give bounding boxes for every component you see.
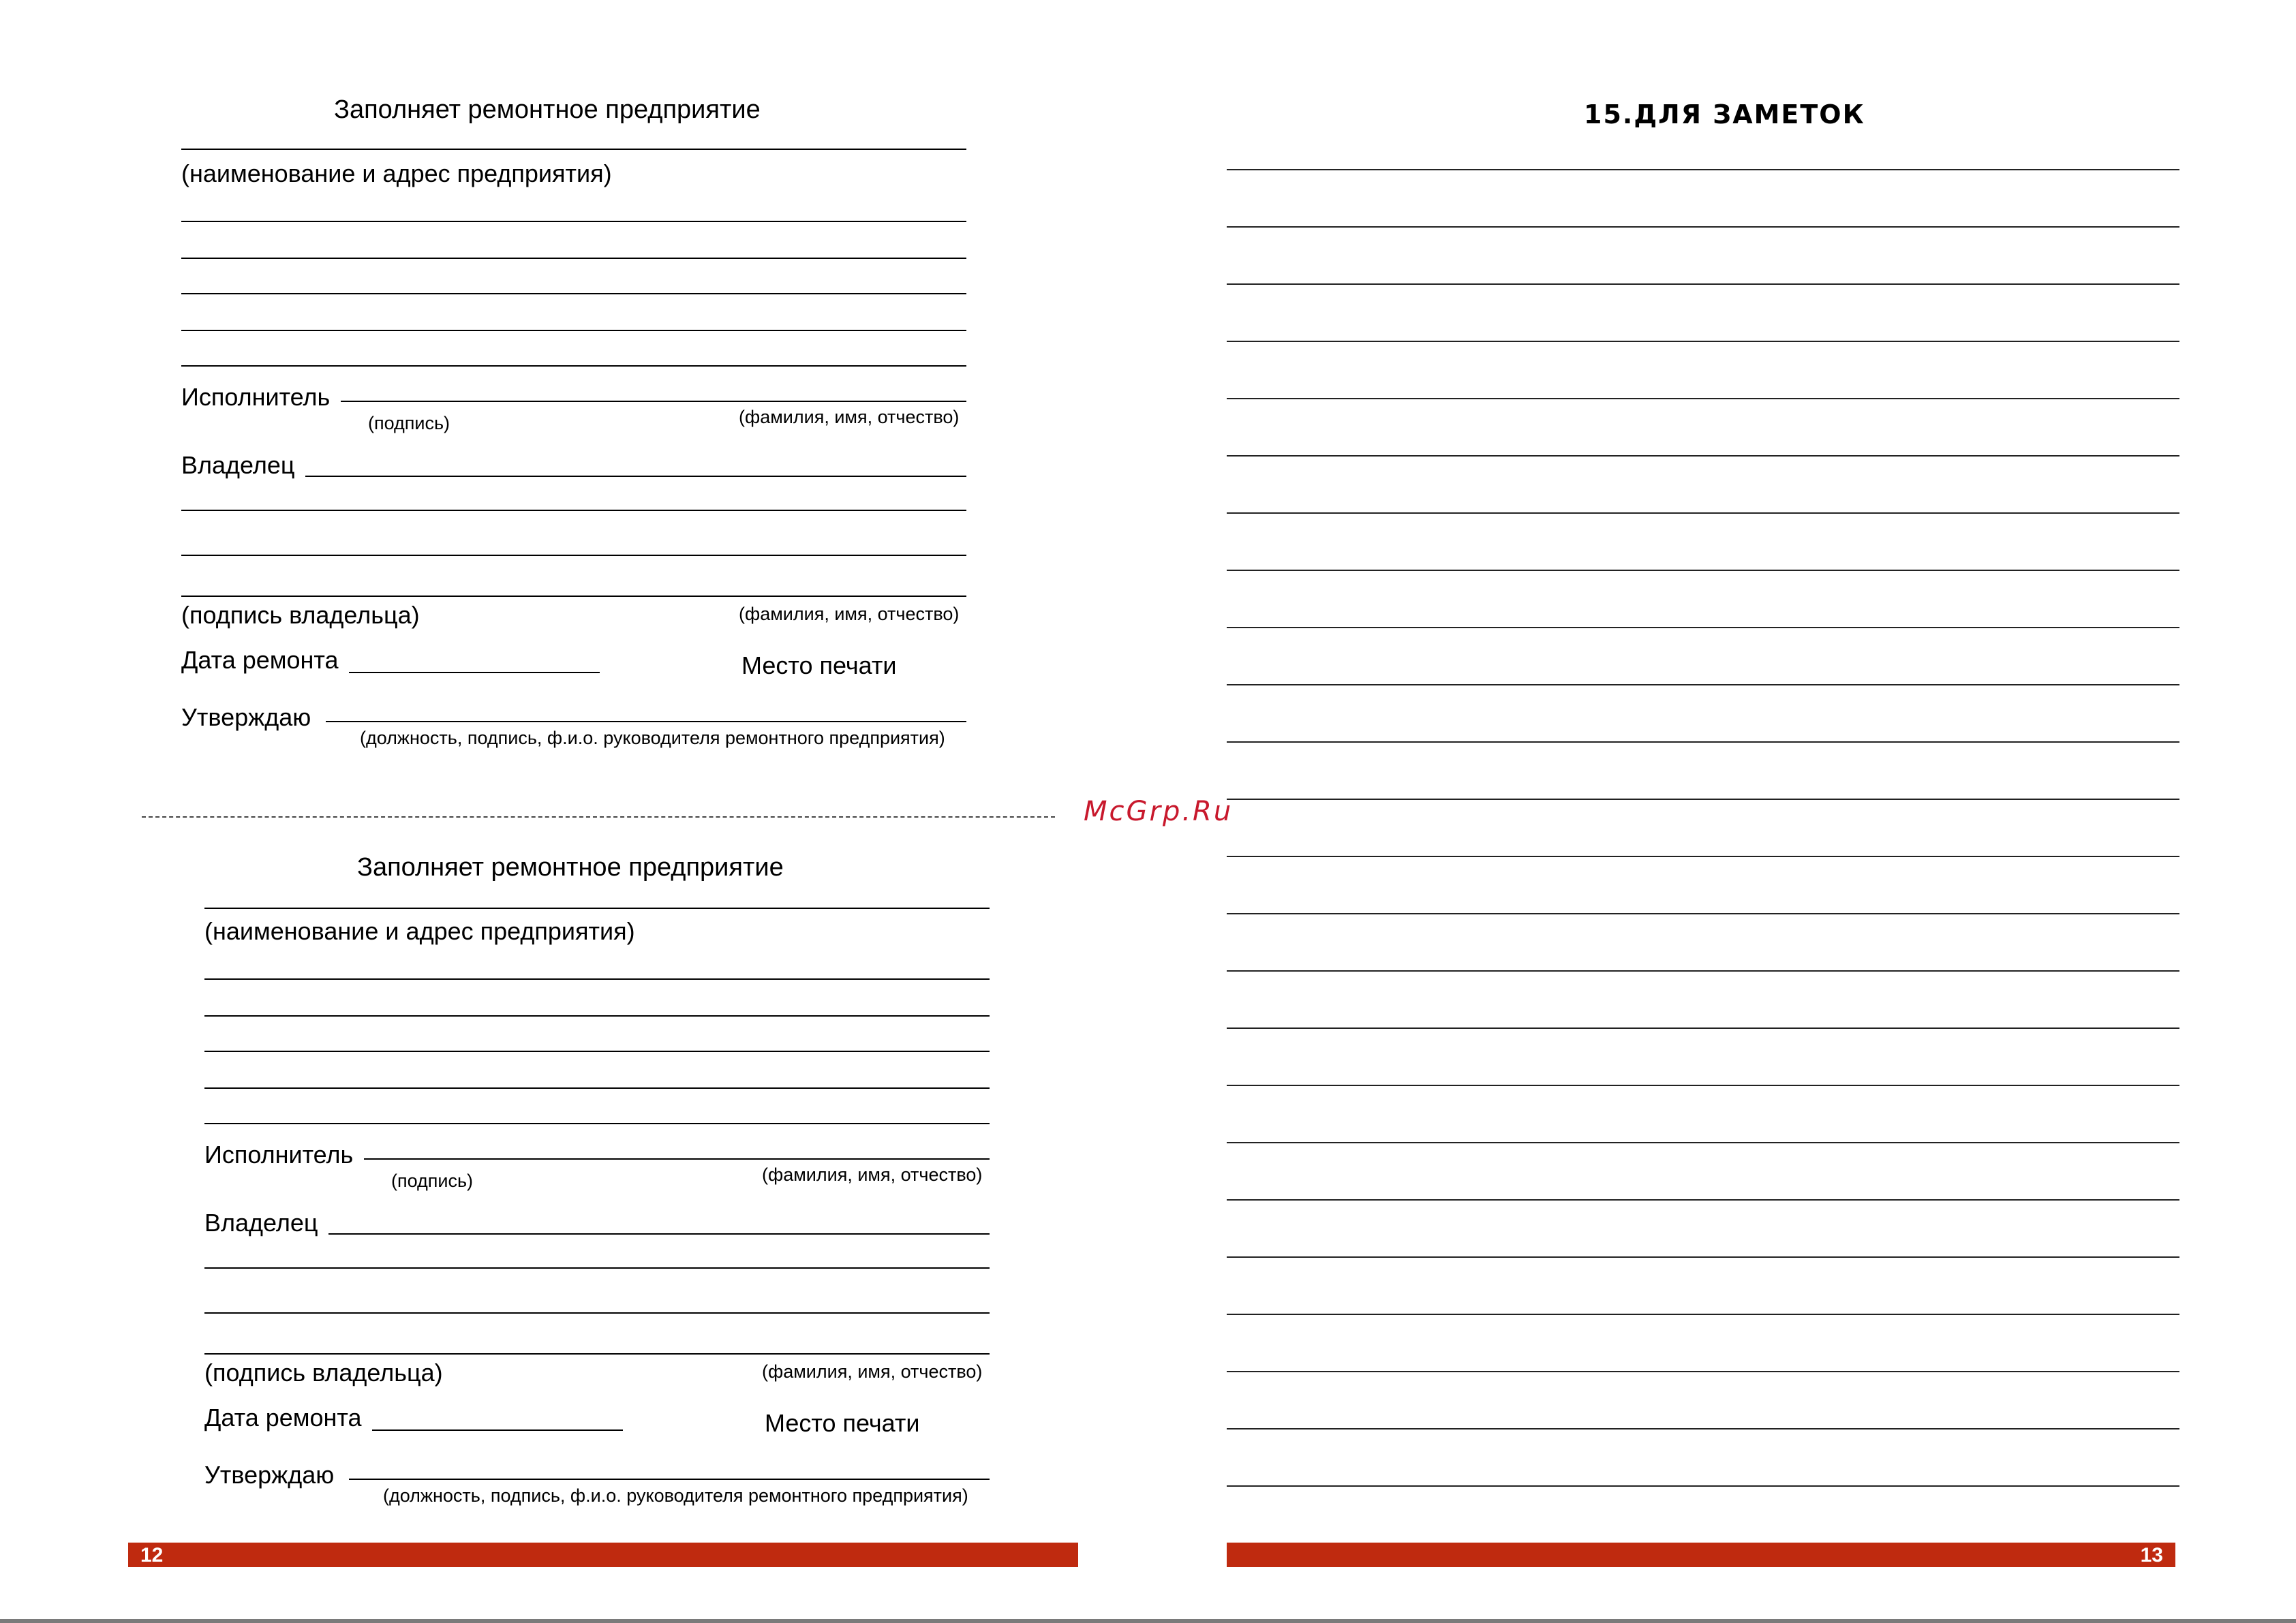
cut-line xyxy=(142,816,1055,818)
form-line xyxy=(181,149,966,150)
form-line xyxy=(181,510,966,511)
signature-hint: (подпись) xyxy=(391,1171,474,1191)
form-line xyxy=(181,221,966,222)
fio-hint: (фамилия, имя, отчество) xyxy=(762,1361,983,1382)
footer-bar-right xyxy=(1227,1543,2175,1567)
note-line xyxy=(1227,1371,2179,1372)
form-line xyxy=(204,978,990,980)
form-line xyxy=(181,596,966,597)
note-line xyxy=(1227,684,2179,685)
fio-hint: (фамилия, имя, отчество) xyxy=(739,407,960,427)
form-line xyxy=(181,555,966,556)
note-line xyxy=(1227,455,2179,457)
name-address-label: (наименование и адрес предприятия) xyxy=(181,159,612,187)
note-line xyxy=(1227,283,2179,285)
form-heading: Заполняет ремонтное предприятие xyxy=(334,95,761,124)
note-line xyxy=(1227,1314,2179,1315)
owner-signature-label: (подпись владельца) xyxy=(204,1359,443,1387)
signature-hint: (подпись) xyxy=(368,413,450,433)
executor-line xyxy=(341,401,966,402)
footer-bar-left xyxy=(128,1543,1078,1567)
approve-hint: (должность, подпись, ф.и.о. руководителя ремонтного предприятия) xyxy=(360,728,945,748)
form-line xyxy=(181,293,966,294)
approve-hint: (должность, подпись, ф.и.о. руководителя ремонтного предприятия) xyxy=(383,1485,968,1506)
form-line xyxy=(204,1087,990,1089)
watermark: McGrp.Ru xyxy=(1084,796,1234,827)
note-line xyxy=(1227,512,2179,514)
name-address-label: (наименование и адрес предприятия) xyxy=(204,917,635,945)
repair-date-line xyxy=(349,672,600,673)
notes-title: 15.ДЛЯ ЗАМЕТОК xyxy=(1584,99,1865,129)
repair-date-label: Дата ремонта xyxy=(181,646,339,674)
owner-signature-label: (подпись владельца) xyxy=(181,601,420,629)
stamp-place-label: Место печати xyxy=(741,651,897,679)
approve-line xyxy=(349,1479,990,1480)
form-line xyxy=(181,330,966,331)
note-line xyxy=(1227,741,2179,743)
executor-label: Исполнитель xyxy=(181,383,331,411)
repair-date-label: Дата ремонта xyxy=(204,1404,362,1432)
form-line xyxy=(204,1015,990,1017)
executor-line xyxy=(364,1158,990,1160)
form-line xyxy=(181,258,966,259)
note-line xyxy=(1227,1485,2179,1487)
approve-line xyxy=(326,721,966,722)
executor-label: Исполнитель xyxy=(204,1141,354,1169)
note-line xyxy=(1227,1085,2179,1086)
owner-label: Владелец xyxy=(204,1209,318,1237)
note-line xyxy=(1227,169,2179,170)
note-line xyxy=(1227,1199,2179,1201)
scan-bottom-edge xyxy=(0,1619,2296,1623)
owner-line xyxy=(305,476,966,477)
note-line xyxy=(1227,226,2179,228)
form-line xyxy=(204,1312,990,1314)
form-line xyxy=(204,1123,990,1124)
note-line xyxy=(1227,341,2179,342)
form-heading: Заполняет ремонтное предприятие xyxy=(357,853,784,882)
note-line xyxy=(1227,1256,2179,1258)
stamp-place-label: Место печати xyxy=(765,1409,920,1437)
note-line xyxy=(1227,398,2179,399)
note-line xyxy=(1227,856,2179,857)
form-line xyxy=(204,908,990,909)
note-line xyxy=(1227,1027,2179,1029)
fio-hint: (фамилия, имя, отчество) xyxy=(739,604,960,624)
approve-label: Утверждаю xyxy=(204,1461,335,1489)
approve-label: Утверждаю xyxy=(181,703,311,731)
repair-date-line xyxy=(372,1429,623,1431)
form-line xyxy=(204,1353,990,1355)
note-line xyxy=(1227,1142,2179,1143)
note-line xyxy=(1227,1428,2179,1429)
owner-line xyxy=(328,1233,990,1235)
form-line xyxy=(204,1267,990,1269)
note-line xyxy=(1227,913,2179,914)
note-line xyxy=(1227,627,2179,628)
note-line xyxy=(1227,799,2179,800)
page-number-left: 12 xyxy=(140,1544,164,1566)
note-line xyxy=(1227,970,2179,972)
fio-hint: (фамилия, имя, отчество) xyxy=(762,1164,983,1185)
form-line xyxy=(204,1051,990,1052)
page-number-right: 13 xyxy=(2140,1544,2163,1566)
note-line xyxy=(1227,570,2179,571)
form-line xyxy=(181,365,966,367)
owner-label: Владелец xyxy=(181,451,295,479)
